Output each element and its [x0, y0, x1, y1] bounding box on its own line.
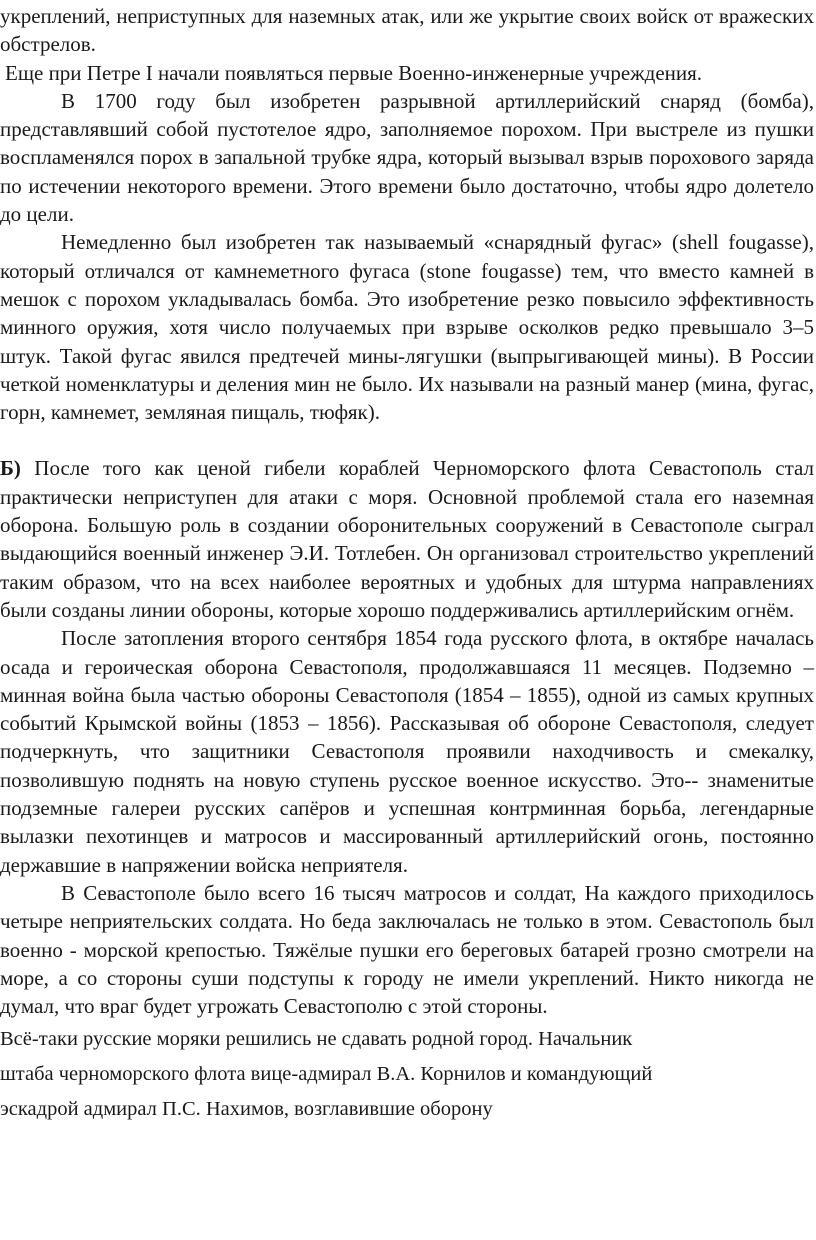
text-line: эскадрой адмирал П.С. Нахимов, возглавившие оборону: [0, 1098, 493, 1121]
paragraph-garrison: В Севастополе было всего 16 тысяч матросов и солдат, На каждого приходилось четыре неприятельских солдата. Но беда заключалась не только в этом. Севастополь был военно - морской крепостью. Тяжёлые пушки его береговых батарей грозно смотрели на море, а со стороны суши подступы к городу не имели укреплений. Никто никогда не думал, что враг будет угрожать Севастополю с этой стороны.: [0, 880, 814, 1019]
paragraph-shell-fougasse: Немедленно был изобретен так называемый «снарядный фугас» (shell fougasse), который отличался от камнеметного фугаса (stone fougasse) тем, что вместо камней в мешок с порохом укладывалась бомба. Это изобретение резко повысило эффективность минного оружия, хотя число получаемых при взрыве осколков редко превышало 3–5 штук. Такой фугас явился предтечей мины-лягушки (выпрыгивающей мины). В России четкой номенклатуры и деления мин не было. Их называли на разный манер (мина, фугас, горн, камнемет, земляная пищаль, тюфяк).: [0, 230, 814, 425]
paragraph-siege: После затопления второго сентября 1854 года русского флота, в октябре началась осада и героическая оборона Севастополя, продолжавшаяся 11 месяцев. Подземно – минная война была частью обороны Севастополя (1854 – 1855), одной из самых крупных событий Крымской войны (1853 – 1856). Рассказывая об обороне Севастополя, следует подчеркнуть, что защитники Севастополя проявили находчивость и смекалку, позволившую поднять на новую ступень русское военное искусство. Это-- знаменитые подземные галереи русских сапёров и успешная контрминная борьба, легендарные вылазки пехотинцев и матросов и массированный артиллерийский огонь, постоянно державшие в напряжении войска неприятеля.: [0, 626, 814, 877]
text-line: Всё-таки русские моряки решились не сдавать родной город. Начальник: [0, 1028, 633, 1051]
section-b-label: Б): [0, 456, 21, 481]
text-line: штаба черноморского флота вице-адмирал В.А. Корнилов и командующий: [0, 1063, 653, 1086]
paragraph-1700-bomb: В 1700 году был изобретен разрывной артиллерийский снаряд (бомба), представлявший собой пустотелое ядро, заполняемое порохом. При выстреле из пушки воспламенялся порох в запальной трубке ядра, который вызывал взрыв порохового заряда по истечении некоторого времени. Этого времени было достаточно, чтобы ядро долетело до цели.: [0, 88, 814, 227]
paragraph-section-b: [0, 454, 814, 624]
paragraph-continuation: укреплений, неприступных для наземных атак, или же укрытие своих войск от вражеских обстрелов.: [0, 4, 814, 57]
paragraph-peter-i: Еще при Петре I начали появляться первые Военно-инженерные учреждения.: [5, 60, 703, 85]
section-b-text: После того как ценой гибели кораблей Черноморского флота Севастополь стал практически неприступен для атаки с моря. Основной проблемой стала его наземная оборона. Большую роль в создании оборонительных сооружений в Севастополе сыграл выдающийся военный инженер Э.И. Тотлебен. Он организовал строительство укреплений таким образом, что на всех наиболее вероятных и удобных для штурма направлениях были созданы линии обороны, которые хорошо поддерживались артиллерийским огнём.: [0, 456, 814, 622]
paragraph-defense-leaders: [0, 1022, 814, 1127]
paragraph-gap: [0, 426, 814, 454]
